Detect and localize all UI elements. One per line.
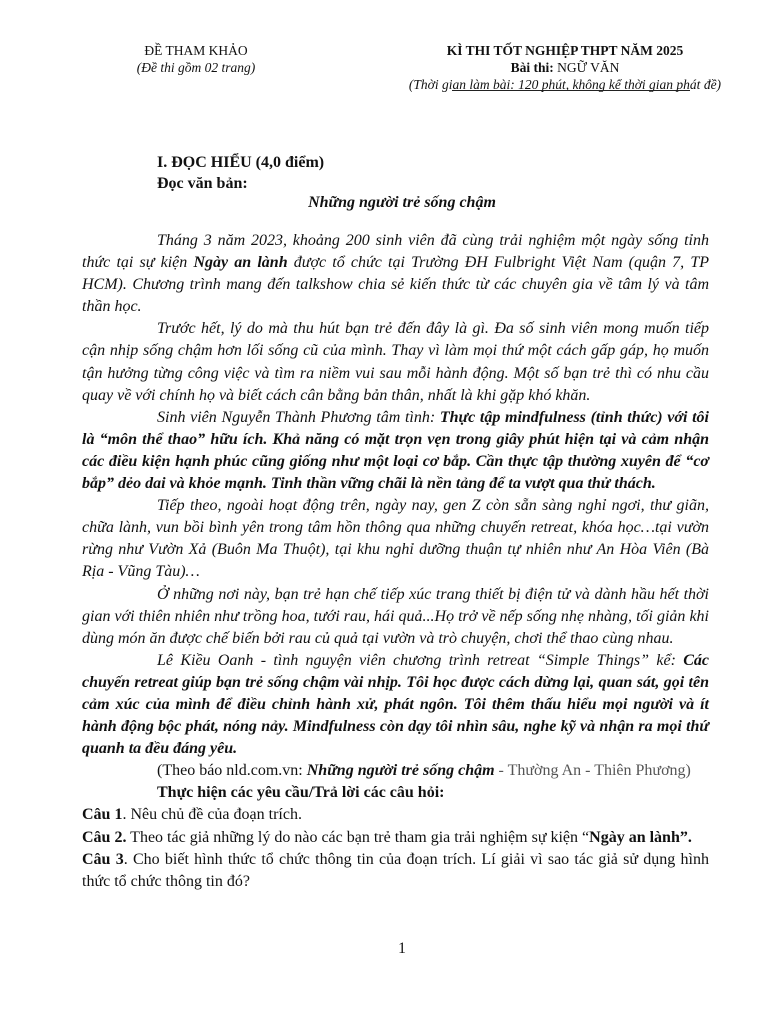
exam-title: KÌ THI TỐT NGHIỆP THPT NĂM 2025 bbox=[446, 43, 684, 58]
doc-type-label: ĐỀ THAM KHẢO bbox=[144, 43, 248, 58]
header-right bbox=[380, 42, 750, 93]
section-heading: I. ĐỌC HIỂU (4,0 điểm) bbox=[157, 154, 325, 171]
paragraph-6-intro: Lê Kiều Oanh - tình nguyện viên chương trình retreat “Simple Things” kể: bbox=[157, 651, 684, 669]
source-prefix: (Theo báo nld.com.vn: bbox=[157, 762, 307, 780]
paragraph-3 bbox=[82, 407, 709, 495]
paragraph-1-text-a: Tháng 3 năm 2023, khoảng 200 sinh viên đã cùng trải nghiệm một ngày sống tỉnh thức tại sự kiện bbox=[82, 232, 709, 272]
question-2-event: Ngày an lành”. bbox=[589, 828, 692, 846]
source-title: Những người trẻ sống chậm bbox=[306, 762, 495, 780]
question-2-text: Theo tác giả những lý do nào các bạn trẻ tham gia trải nghiệm sự kiện “ bbox=[126, 828, 590, 846]
header-left bbox=[106, 42, 286, 76]
questions-heading: Thực hiện các yêu cầu/Trả lời các câu hỏi: bbox=[157, 784, 445, 802]
paragraph-2: Trước hết, lý do mà thu hút bạn trẻ đến đây là gì. Đa số sinh viên mong muốn tiếp cận nhịp sống chậm hơn lối sống cũ của mình. Thay vì làm mọi thứ một cách gấp gáp, họ muốn tận hưởng từng công việc và tìm ra niềm vui sau mỗi hành động. Một số bạn trẻ thì có nhu cầu quay về với chính họ và biết cách cân bằng bản thân, nhất là khi gặp khó khăn. bbox=[82, 320, 709, 404]
paragraph-3-intro: Sinh viên Nguyễn Thành Phương tâm tình: bbox=[157, 408, 440, 426]
exam-time-note: (Thời gian làm bài: 120 phút, không kể thời gian phát đề) bbox=[408, 77, 722, 92]
reading-instruction: Đọc văn bản: bbox=[157, 175, 248, 192]
question-3-label: Câu 3 bbox=[82, 850, 124, 868]
source-authors: - Thường An - Thiên Phương) bbox=[494, 762, 691, 780]
question-3 bbox=[82, 849, 709, 893]
subject-prefix: Bài thi: bbox=[510, 60, 558, 75]
question-2-label: Câu 2. bbox=[82, 828, 127, 846]
question-1-text: . Nêu chủ đề của đoạn trích. bbox=[122, 806, 302, 824]
source-citation bbox=[82, 760, 709, 782]
question-3-text: . Cho biết hình thức tổ chức thông tin của đoạn trích. Lí giải vì sao tác giả sử dụng hình thức tổ chức thông tin đó? bbox=[82, 850, 710, 890]
paragraph-4: Tiếp theo, ngoài hoạt động trên, ngày nay, gen Z còn sẵn sàng nghỉ ngơi, thư giãn, chữa lành, vun bồi bình yên trong tâm hồn thông qua những chuyến retreat, khóa học…tại vườn rừng như Vườn Xả (Buôn Ma Thuột), tại khu nghỉ dưỡng thuận tự nhiên như An Hòa Viên (Bà Rịa - Vũng Tàu)… bbox=[82, 497, 709, 581]
section-heading-block bbox=[157, 152, 324, 194]
quote-1: Thực tập mindfulness (tỉnh thức) với tôi là “môn thể thao” hữu ích. Khả năng có mặt trọn vẹn trong giây phút hiện tại và cảm nhận các điều kiện hạnh phúc cũng giống như một loại cơ bắp. Cần thực tập thường xuyên để “cơ bắp” dẻo dai và khỏe mạnh. Tinh thần vững chãi là nền tảng để ta vượt qua thử thách. bbox=[82, 408, 709, 493]
paragraph-6 bbox=[82, 650, 709, 760]
paragraph-5: Ở những nơi này, bạn trẻ hạn chế tiếp xúc trang thiết bị điện tử và dành hầu hết thời gian với thiên nhiên như trồng hoa, tưới rau, hái quả...Họ trở về nếp sống nhẹ nhàng, tối giản khi dùng món ăn được chế biến bởi rau củ quả tại vườn và trò chuyện, chơi thể thao cùng nhau. bbox=[82, 585, 709, 647]
paragraph-1 bbox=[82, 230, 709, 318]
paragraph-1-text-b: được tổ chức tại Trường ĐH Fulbright Việt Nam (quận 7, TP HCM). Chương trình mang đến talkshow chia sẻ kiến thức từ các chuyên gia về tâm lý và tâm thần học. bbox=[82, 254, 710, 316]
exam-subject-line bbox=[380, 59, 750, 76]
question-1 bbox=[82, 804, 709, 826]
question-1-label: Câu 1 bbox=[82, 806, 123, 824]
page-number: 1 bbox=[398, 940, 406, 957]
passage-title: Những người trẻ sống chậm bbox=[308, 194, 496, 211]
passage-body bbox=[82, 230, 709, 893]
quote-2: Các chuyến retreat giúp bạn trẻ sống chậm vài nhịp. Tôi học được cách dừng lại, quan sát, gọi tên cảm xúc của mình để điều chỉnh hành xử, phát ngôn. Tôi thêm thấu hiểu mọi người và ít hành động bộc phát, nóng nảy. Mindfulness còn dạy tôi nhìn sâu, nghe kỹ và nhận ra mọi thứ quanh ta đều đáng yêu. bbox=[82, 651, 709, 758]
page-count-note: (Đề thi gồm 02 trang) bbox=[136, 60, 256, 75]
header-underline bbox=[452, 90, 690, 91]
subject-name: NGỮ VĂN bbox=[557, 60, 620, 75]
event-name: Ngày an lành bbox=[193, 254, 288, 272]
question-2 bbox=[82, 827, 709, 849]
